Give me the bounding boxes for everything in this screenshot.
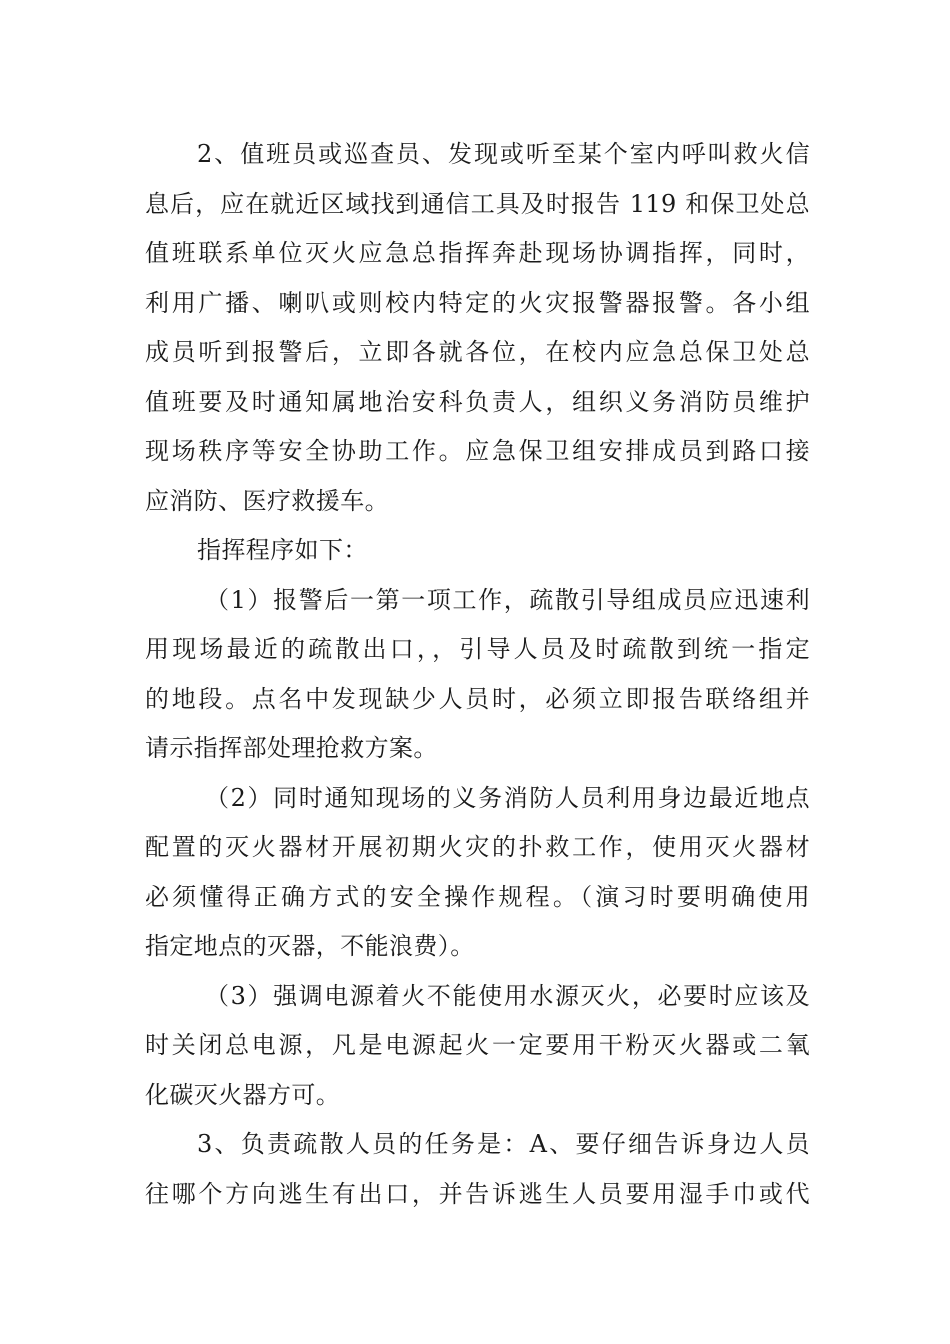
paragraph-line: 化碳灭火器方可。 [145, 1080, 341, 1109]
paragraph-line: （3）强调电源着火不能使用水源灭火，必要时应该及 [205, 981, 810, 1010]
paragraph-line: 请示指挥部处理抢救方案。 [145, 734, 438, 762]
paragraph-line: 必须懂得正确方式的安全操作规程。（演习时要明确使用 [145, 882, 810, 911]
paragraph-line: 值班联系单位灭火应急总指挥奔赴现场协调指挥，同时， [145, 239, 810, 267]
paragraph-line: （1）报警后一第一项工作，疏散引导组成员应迅速利 [205, 585, 810, 614]
paragraph-line: 用现场最近的疏散出口，，引导人员及时疏散到统一指定 [145, 635, 810, 663]
paragraph-line: 2、值班员或巡查员、发现或听至某个室内呼叫救火信 [197, 140, 810, 168]
paragraph-line: 时关闭总电源，凡是电源起火一定要用干粉灭火器或二氧 [145, 1031, 810, 1059]
paragraph-line: 现场秩序等安全协助工作。应急保卫组安排成员到路口接 [145, 437, 810, 465]
paragraph-line: 往哪个方向逃生有出口，并告诉逃生人员要用湿手巾或代 [145, 1179, 810, 1208]
paragraph-line: 指挥程序如下： [197, 536, 368, 564]
paragraph-line: 息后，应在就近区域找到通信工具及时报告 119 和保卫处总 [145, 189, 810, 218]
document-body [145, 130, 810, 1219]
paragraph-line: 配置的灭火器材开展初期火灾的扑救工作，使用灭火器材 [145, 833, 810, 861]
paragraph-line: 成员听到报警后，立即各就各位，在校内应急总保卫处总 [145, 338, 810, 366]
paragraph-line: 利用广播、喇叭或则校内特定的火灾报警器报警。各小组 [145, 288, 810, 317]
paragraph-line: 指定地点的灭器，不能浪费）。 [145, 932, 475, 960]
paragraph-line: 的地段。点名中发现缺少人员时，必须立即报告联络组并 [145, 684, 810, 713]
paragraph-line: 3、负责疏散人员的任务是：A、要仔细告诉身边人员 [197, 1130, 810, 1158]
paragraph-line: 应消防、医疗救援车。 [145, 486, 389, 515]
paragraph-line: 值班要及时通知属地治安科负责人，组织义务消防员维护 [145, 387, 810, 416]
paragraph-line: （2）同时通知现场的义务消防人员利用身边最近地点 [205, 783, 810, 812]
